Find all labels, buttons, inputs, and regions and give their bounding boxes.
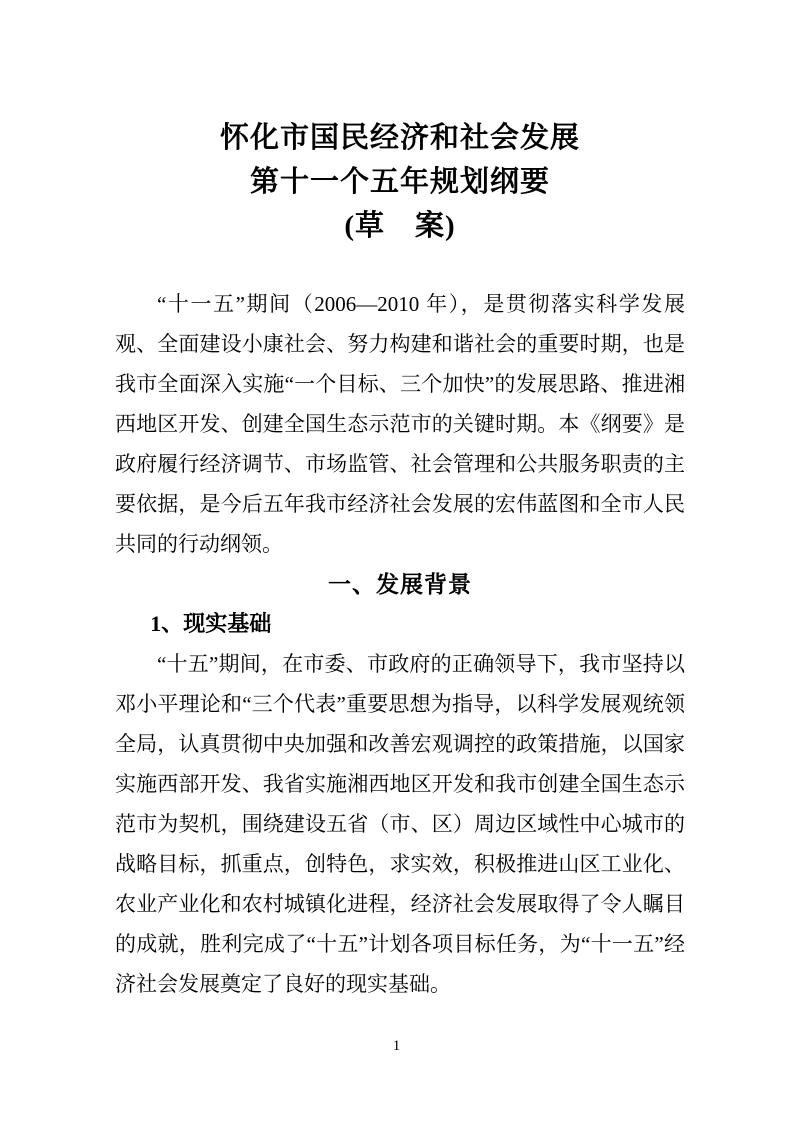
- section-heading-development-background: 一、发展背景: [328, 571, 472, 597]
- document-title: [115, 116, 685, 248]
- title-line-1: 怀化市国民经济和社会发展: [219, 122, 580, 154]
- subsection-heading-realistic-foundation: 1、现实基础: [150, 611, 272, 636]
- intro-paragraph: “十一五”期间（2006—2010 年），是贯彻落实科学发展观、全面建设小康社会、努力构建和谐社会的重要时期，也是我市全面深入实施“一个目标、三个加快”的发展思路、推进湘西地区开发、创建全国生态示范市的关键时期。本《纲要》是政府履行经济调节、市场监管、社会管理和公共服务职责的主要依据，是今后五年我市经济社会发展的宏伟蓝图和全市人民共同的行动纲领。: [115, 292, 685, 556]
- subsection-paragraph: “十五”期间，在市委、市政府的正确领导下，我市坚持以邓小平理论和“三个代表”重要思想为指导，以科学发展观统领全局，认真贯彻中央加强和改善宏观调控的政策措施，以国家实施西部开发、我省实施湘西地区开发和我市创建全国生态示范市为契机，围绕建设五省（市、区）周边区域性中心城市的战略目标，抓重点，创特色，求实效，积极推进山区工业化、农业产业化和农村城镇化进程，经济社会发展取得了令人瞩目的成就，胜利完成了“十五”计划各项目标任务，为“十一五”经济社会发展奠定了良好的现实基础。: [115, 652, 685, 996]
- page-number: 1: [392, 1038, 401, 1054]
- page-content: [115, 116, 685, 1004]
- title-line-3-draft-label: (草 案): [344, 210, 456, 242]
- title-line-2: 第十一个五年规划纲要: [249, 166, 550, 198]
